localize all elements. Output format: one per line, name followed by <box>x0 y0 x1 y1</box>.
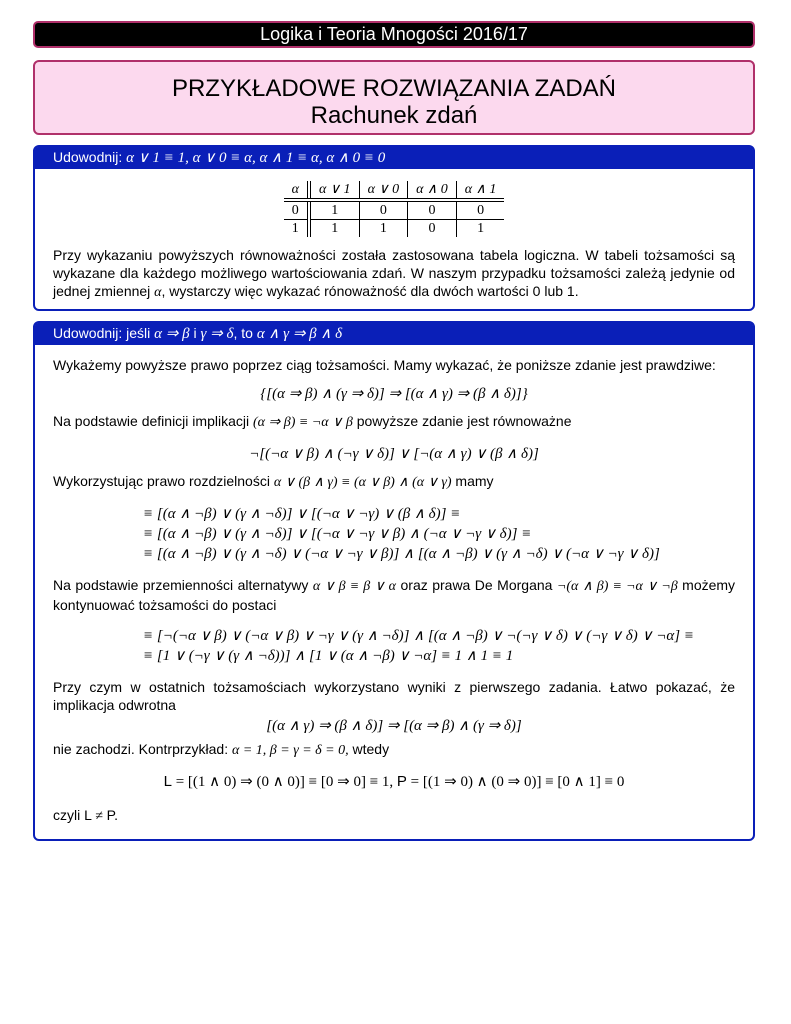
exercise-2-then: , to <box>233 325 253 341</box>
exercise-2-heading <box>35 323 753 345</box>
text: wtedy <box>352 741 390 757</box>
text: oraz prawa De Morgana <box>400 577 553 593</box>
equation-step-5: ≡ [1 ∨ (¬γ ∨ (γ ∧ ¬δ))] ∧ [1 ∨ (α ∧ ¬β) ∨ ¬α] ≡ 1 ∧ 1 ≡ 1 <box>143 648 514 664</box>
equation-converse: [(α ∧ γ) ⇒ (β ∧ δ)] ⇒ [(α ⇒ β) ∧ (γ ⇒ δ)] <box>266 718 522 734</box>
equation-step-4: ≡ [¬(¬α ∨ β) ∨ (¬α ∨ β) ∨ ¬γ ∨ (γ ∧ ¬δ)] ∧ [(α ∧ ¬β) ∨ ¬(¬γ ∨ δ) ∨ (¬γ ∨ δ) ∨ ¬α] ≡ <box>143 628 694 644</box>
de-morgan-law: ¬(α ∧ β) ≡ ¬α ∨ ¬β <box>556 579 678 594</box>
exercise-1-label: Udowodnij: <box>53 149 123 165</box>
table-cell: 0 <box>408 220 457 238</box>
exercise-2-conjunction: i <box>193 325 197 341</box>
right-side-value: = [(1 ⇒ 0) ∧ (0 ⇒ 0)] ≡ [0 ∧ 1] ≡ 0 <box>406 774 625 790</box>
text: P. <box>106 807 119 823</box>
truth-table <box>284 181 505 237</box>
table-cell: 1 <box>359 220 408 238</box>
equation-goal: {[(α ⇒ β) ∧ (γ ⇒ δ)] ⇒ [(α ∧ γ) ⇒ (β ∧ δ)]} <box>260 386 528 402</box>
paragraph-commutativity <box>35 576 753 614</box>
table-cell: 1 <box>309 220 359 238</box>
paragraph-conclusion <box>35 806 753 826</box>
exercise-1-body <box>35 181 753 302</box>
truth-table-header-cell: α ∧ 0 <box>408 181 457 200</box>
paragraph-counterexample <box>35 740 753 760</box>
explanation-text: Przy wykazaniu powyższych równoważności została zastosowana tabela logiczna. W tabeli tożsamości są wykazane dla każdego możliwego wartościowania zdań. W naszym przypadku tożsamości zależą jedynie od jednej zmiennej <box>53 247 735 299</box>
text: mamy <box>455 473 494 489</box>
truth-table-header-cell: α ∨ 0 <box>359 181 408 200</box>
paragraph-converse: Przy czym w ostatnich tożsamościach wykorzystano wyniki z pierwszego zadania. Łatwo pokazać, że implikacja odwrotna <box>53 679 735 713</box>
table-row <box>284 220 505 238</box>
equation-step-3: ≡ [(α ∧ ¬β) ∨ (γ ∧ ¬δ) ∨ (¬α ∨ ¬γ ∨ β)] ∧ [(α ∧ ¬β) ∨ (γ ∧ ¬δ) ∨ (¬α ∨ ¬γ ∨ δ)] <box>143 546 660 562</box>
exercise-box-2 <box>33 321 755 841</box>
exercise-2-premise-2: γ ⇒ δ <box>200 326 234 342</box>
left-side-label: L <box>163 773 172 790</box>
counterexample-values: α = 1, β = γ = δ = 0, <box>231 743 349 758</box>
text: nie zachodzi. Kontrprzykład: <box>53 741 229 757</box>
text: czyli L <box>53 807 92 823</box>
course-header <box>33 21 755 48</box>
truth-table-header-cell: α ∧ 1 <box>456 181 504 200</box>
paragraph-intro: Wykażemy powyższe prawo poprzez ciąg tożsamości. Mamy wykazać, że poniższe zdanie jest prawdziwe: <box>53 357 716 373</box>
commutative-law: α ∨ β ≡ β ∨ α <box>312 579 397 594</box>
exercise-1-statement: α ∨ 1 ≡ 1, α ∨ 0 ≡ α, α ∧ 1 ≡ α, α ∧ 0 ≡ 0 <box>126 150 386 166</box>
table-cell: 0 <box>359 200 408 220</box>
table-row <box>284 200 505 220</box>
exercise-2-label: Udowodnij: jeśli <box>53 325 151 341</box>
text: Na podstawie definicji implikacji <box>53 413 250 429</box>
truth-table-header <box>284 181 505 200</box>
truth-table-header-cell: α ∨ 1 <box>309 181 359 200</box>
exercise-1-explanation <box>35 246 753 302</box>
explanation-variable: α <box>154 285 162 300</box>
table-cell: 0 <box>456 200 504 220</box>
implication-definition: (α ⇒ β) ≡ ¬α ∨ β <box>252 415 353 430</box>
table-cell: 1 <box>456 220 504 238</box>
text: Wykorzystując prawo rozdzielności <box>53 473 270 489</box>
truth-table-header-cell: α <box>284 181 309 200</box>
table-cell: 0 <box>408 200 457 220</box>
text: Na podstawie przemienności alternatywy <box>53 577 309 593</box>
table-cell: 0 <box>284 200 309 220</box>
page-subtitle: Rachunek zdań <box>310 102 478 129</box>
right-side-label: P <box>396 773 407 790</box>
text: powyższe zdanie jest równoważne <box>356 413 572 429</box>
equation-evaluation <box>35 772 753 792</box>
course-title: Logika i Teoria Mnogości 2016/17 <box>260 24 528 44</box>
paragraph-implication <box>35 412 753 432</box>
equation-step-2: ≡ [(α ∧ ¬β) ∨ (γ ∧ ¬δ)] ∨ [(¬α ∨ ¬γ ∨ β) ∧ (¬α ∨ ¬γ ∨ δ)] ≡ <box>143 526 532 542</box>
exercise-2-conclusion: α ∧ γ ⇒ β ∧ δ <box>256 326 343 342</box>
equation-negation: ¬[(¬α ∨ β) ∧ (¬γ ∨ δ)] ∨ [¬(α ∧ γ) ∨ (β ∧ δ)] <box>249 446 539 462</box>
title-box <box>33 60 755 135</box>
equation-step-1: ≡ [(α ∧ ¬β) ∨ (γ ∧ ¬δ)] ∨ [(¬α ∨ ¬γ) ∨ (β ∧ δ)] ≡ <box>143 506 461 522</box>
exercise-2-body <box>35 356 753 826</box>
exercise-box-1 <box>33 145 755 311</box>
explanation-text-end: , wystarczy więc wykazać rónoważność dla dwóch wartości 0 lub 1. <box>161 283 579 299</box>
left-side-value: = [(1 ∧ 0) ⇒ (0 ∧ 0)] ≡ [0 ⇒ 0] ≡ 1, <box>171 774 397 790</box>
not-equal-sign: ≠ <box>91 809 107 824</box>
table-cell: 1 <box>309 200 359 220</box>
paragraph-distributivity <box>35 472 753 492</box>
distributive-law: α ∨ (β ∧ γ) ≡ (α ∨ β) ∧ (α ∨ γ) <box>273 475 452 490</box>
page-title: PRZYKŁADOWE ROZWIĄZANIA ZADAŃ <box>171 75 617 102</box>
exercise-1-heading <box>35 147 753 169</box>
table-cell: 1 <box>291 221 299 236</box>
text: możemy kontynuować tożsamości do postaci <box>53 577 736 613</box>
exercise-2-premise-1: α ⇒ β <box>154 326 190 342</box>
